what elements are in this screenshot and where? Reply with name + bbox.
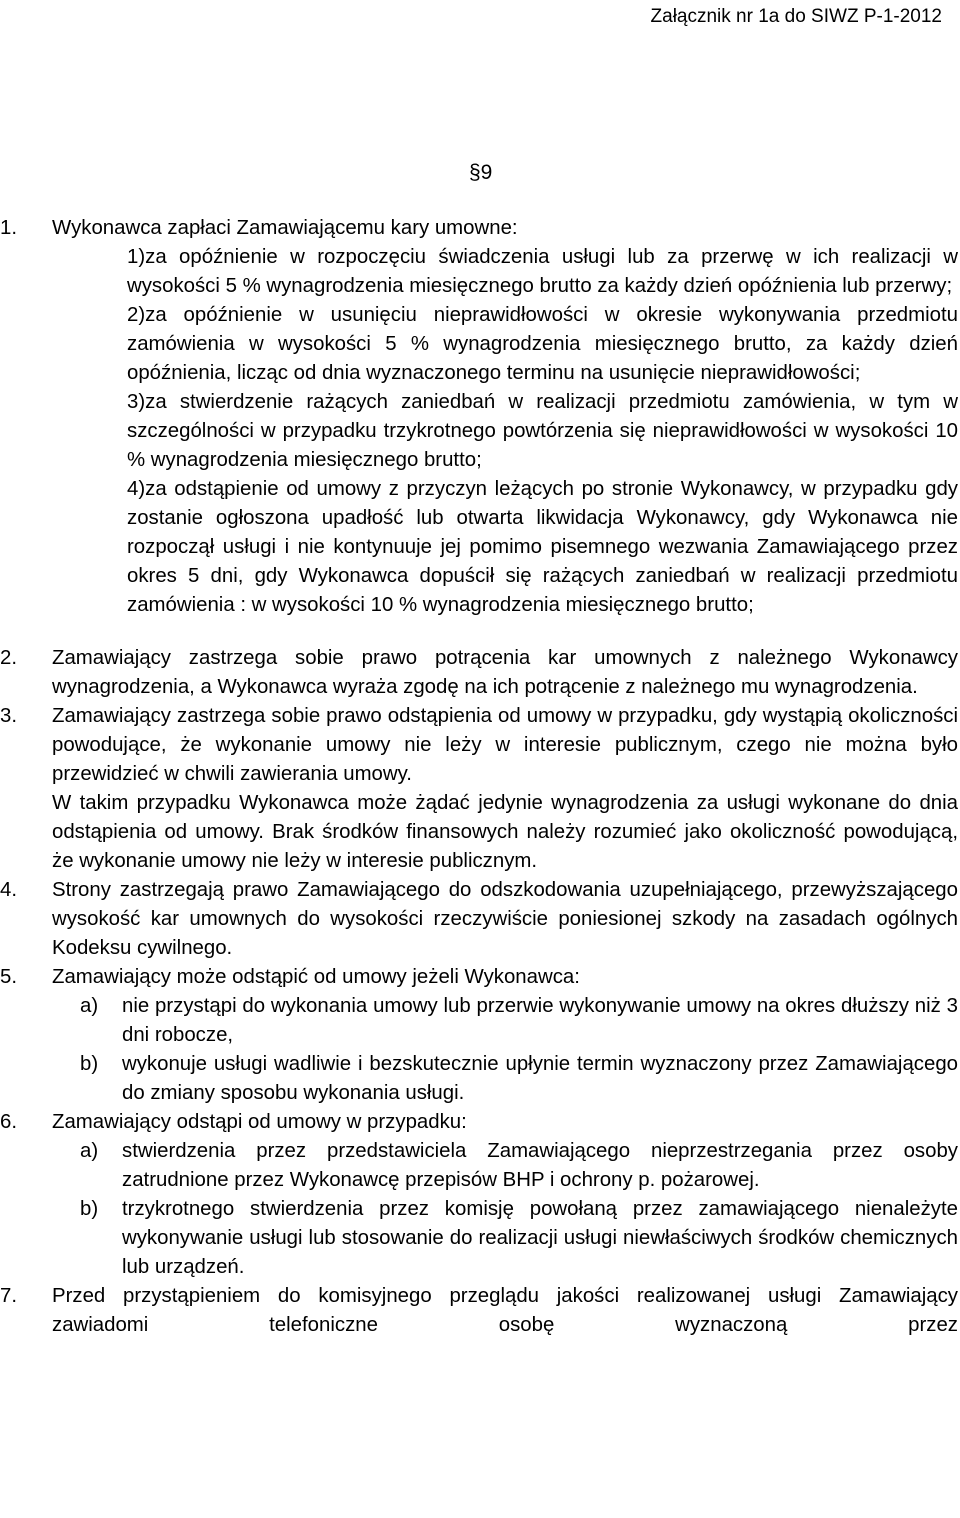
item-text: Zamawiający odstąpi od umowy w przypadku: <box>52 1111 467 1133</box>
list-item-3 <box>0 702 958 876</box>
penalty-item-3: 3)za stwierdzenie rażących zaniedbań w realizacji przedmiotu zamówienia, w tym w szczególności w przypadku trzykrotnego powtórzenia się nieprawidłowości w wysokości 10 % wynagrodzenia miesięcznego brutto; <box>127 391 958 471</box>
penalty-item-1: 1)za opóźnienie w rozpoczęciu świadczenia usługi lub za przerwę w ich realizacji w wysokości 5 % wynagrodzenia miesięcznego brutto za każdy dzień opóźnienia lub przerwy; <box>127 246 958 297</box>
item-number: 2. <box>0 647 18 669</box>
section-mark: §9 <box>469 161 493 184</box>
item-number: 4. <box>0 879 18 901</box>
list-item-5 <box>0 963 958 992</box>
withdrawal-conditions <box>80 992 958 1108</box>
item-text: Zamawiający może odstąpić od umowy jeżeli Wykonawca: <box>52 966 580 988</box>
letter-label: a) <box>80 995 99 1017</box>
spacer <box>0 620 958 644</box>
list-item-1 <box>0 214 958 243</box>
penalty-item-4: 4)za odstąpienie od umowy z przyczyn leżących po stronie Wykonawcy, w przypadku gdy zostanie ogłoszona upadłość lub otwarta likwidacja Wykonawcy, gdy Wykonawca nie rozpoczął usługi i nie kontynuuje jej pomimo pisemnego wezwania Zamawiającego przez okres 5 dni, gdy Wykonawca dopuścił się rażących zaniedbań w realizacji przedmiotu zamówienia : w wysokości 10 % wynagrodzenia miesięcznego brutto; <box>127 478 958 616</box>
condition-b <box>80 1050 958 1108</box>
item-text-continued: W takim przypadku Wykonawca może żądać jedynie wynagrodzenia za usługi wykonane do dnia odstąpienia od umowy. Brak środków finansowych należy rozumieć jako okoliczność powodującą, że wykonanie umowy nie leży w interesie publicznym. <box>52 792 958 872</box>
condition-a <box>80 1137 958 1195</box>
list-item-7 <box>0 1282 958 1340</box>
list-item-2 <box>0 644 958 702</box>
letter-text: stwierdzenia przez przedstawiciela Zamawiającego nieprzestrzegania przez osoby zatrudnione przez Wykonawcę przepisów BHP i ochrony p. pożarowej. <box>122 1140 958 1191</box>
list-item-4 <box>0 876 958 963</box>
letter-text: trzykrotnego stwierdzenia przez komisję powołaną przez zamawiającego nienależyte wykonywanie usługi lub stosowanie do realizacji usługi niewłaściwych środków chemicznych lub urządzeń. <box>122 1198 958 1278</box>
item-number: 3. <box>0 705 18 727</box>
item-number: 5. <box>0 966 18 988</box>
letter-label: b) <box>80 1053 99 1075</box>
letter-label: b) <box>80 1198 99 1220</box>
item-text: Przed przystąpieniem do komisyjnego przeglądu jakości realizowanej usługi Zamawiający zawiadomi telefoniczne osobę wyznaczoną przez <box>52 1285 958 1336</box>
item-number: 7. <box>0 1285 18 1307</box>
document-content <box>0 214 958 1340</box>
condition-b <box>80 1195 958 1282</box>
list-item-6 <box>0 1108 958 1137</box>
letter-text: wykonuje usługi wadliwie i bezskutecznie upłynie termin wyznaczony przez Zamawiającego do zmiany sposobu wykonania usługi. <box>122 1053 958 1104</box>
letter-label: a) <box>80 1140 99 1162</box>
mandatory-withdrawal-conditions <box>80 1137 958 1282</box>
condition-a <box>80 992 958 1050</box>
item-text: Strony zastrzegają prawo Zamawiającego do odszkodowania uzupełniającego, przewyższającego wysokość kar umownych do wysokości rzeczywiście poniesionej szkody na zasadach ogólnych Kodeksu cywilnego. <box>52 879 958 959</box>
page-header: Załącznik nr 1a do SIWZ P-1-2012 <box>650 6 942 27</box>
item-text: Zamawiający zastrzega sobie prawo potrącenia kar umownych z należnego Wykonawcy wynagrodzenia, a Wykonawca wyraża zgodę na ich potrącenie z należnego mu wynagrodzenia. <box>52 647 958 698</box>
item-number: 6. <box>0 1111 18 1133</box>
item-text: Zamawiający zastrzega sobie prawo odstąpienia od umowy w przypadku, gdy wystąpią okoliczności powodujące, że wykonanie umowy nie leży w interesie publicznym, czego nie można było przewidzieć w chwili zawierania umowy. <box>52 705 958 785</box>
penalty-list <box>127 243 958 620</box>
item-text: Wykonawca zapłaci Zamawiającemu kary umowne: <box>52 217 518 239</box>
item-number: 1. <box>0 217 18 239</box>
letter-text: nie przystąpi do wykonania umowy lub przerwie wykonywanie umowy na okres dłuższy niż 3 dni robocze, <box>122 995 958 1046</box>
penalty-item-2: 2)za opóźnienie w usunięciu nieprawidłowości w okresie wykonywania przedmiotu zamówienia w wysokości 5 % wynagrodzenia miesięcznego brutto, za każdy dzień opóźnienia, licząc od dnia wyznaczonego terminu na usunięcie nieprawidłowości; <box>127 304 958 384</box>
